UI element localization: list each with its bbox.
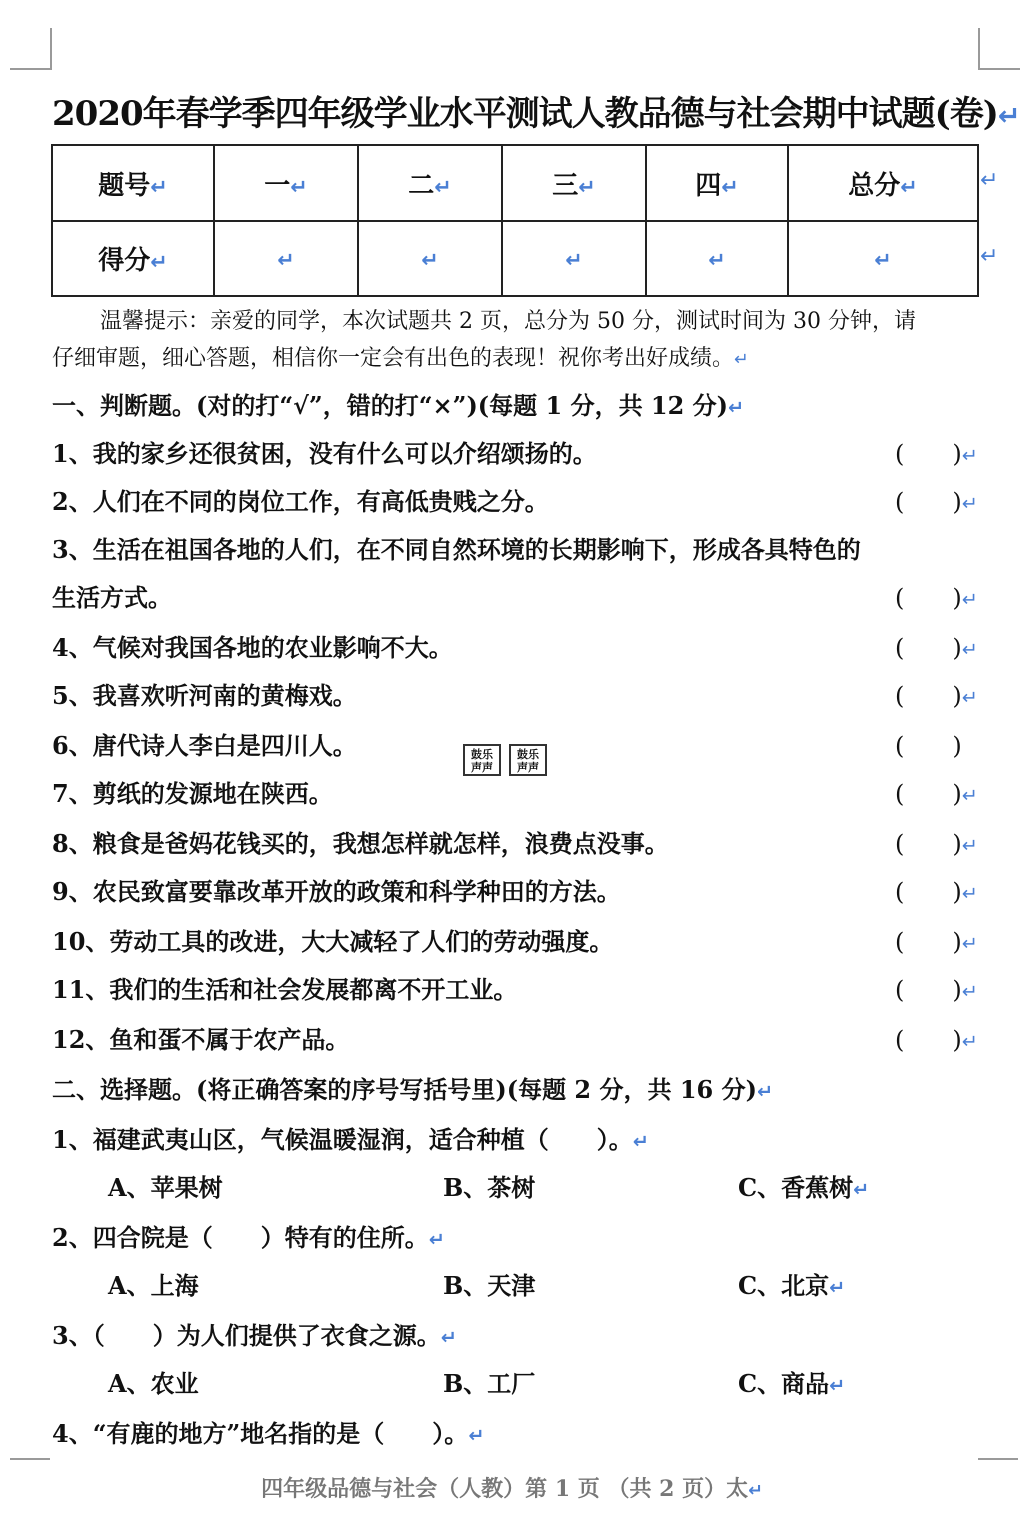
- judge-item-continued: 生活方式。: [52, 583, 172, 612]
- corner-mark-bottom-left: [10, 1458, 50, 1460]
- choice-option: B、茶树: [443, 1173, 536, 1202]
- judge-item: 6、唐代诗人李白是四川人。: [52, 731, 357, 760]
- answer-blank[interactable]: ( )↵: [895, 488, 978, 516]
- judge-item: 8、粮食是爸妈花钱买的，我想怎样就怎样，浪费点没事。: [52, 829, 669, 858]
- choice-option: B、工厂: [443, 1369, 536, 1398]
- judge-item: 11、我们的生活和社会发展都离不开工业。: [52, 975, 518, 1004]
- section1-heading: 一、判断题。(对的打“√”，错的打“×”)(每题 1 分，共 12 分)↵: [52, 391, 745, 420]
- choice-option: C、商品↵: [738, 1369, 846, 1398]
- judge-item: 1、我的家乡还很贫困，没有什么可以介绍颂扬的。: [52, 439, 597, 468]
- score-table-header-row: [52, 145, 978, 221]
- answer-blank[interactable]: ( )↵: [895, 440, 978, 468]
- choice-question: 1、福建武夷山区，气候温暖湿润，适合种植（ ）。↵: [52, 1125, 649, 1154]
- choice-option: B、天津: [443, 1271, 536, 1300]
- tip-line-2: 仔细审题，细心答题，相信你一定会有出色的表现！祝你考出好成绩。↵: [52, 346, 749, 371]
- judge-item: 7、剪纸的发源地在陕西。: [52, 779, 333, 808]
- score-table: [51, 144, 979, 297]
- choice-option: A、苹果树: [108, 1173, 223, 1202]
- choice-question: 2、四合院是（ ）特有的住所。↵: [52, 1223, 445, 1252]
- answer-blank[interactable]: ( )↵: [895, 878, 978, 906]
- score-cell: ↵: [646, 221, 788, 296]
- answer-blank[interactable]: ( )↵: [895, 584, 978, 612]
- choice-question: 3、（ ）为人们提供了衣食之源。↵: [52, 1321, 457, 1350]
- stamp-image: 鼓乐 声声: [463, 744, 501, 776]
- choice-option: C、北京↵: [738, 1271, 846, 1300]
- corner-mark-top-left: [10, 28, 52, 70]
- answer-blank[interactable]: ( )↵: [895, 780, 978, 808]
- choice-option: A、上海: [108, 1271, 199, 1300]
- header-cell: 总分↵: [788, 145, 978, 221]
- answer-blank[interactable]: ( )↵: [895, 928, 978, 956]
- header-cell: 三↵: [502, 145, 646, 221]
- judge-item: 10、劳动工具的改进，大大减轻了人们的劳动强度。: [52, 927, 614, 956]
- corner-mark-top-right: [978, 28, 1020, 70]
- judge-item: 3、生活在祖国各地的人们，在不同自然环境的长期影响下，形成各具特色的: [52, 535, 861, 564]
- judge-item: 9、农民致富要靠改革开放的政策和科学种田的方法。: [52, 877, 621, 906]
- judge-item: 2、人们在不同的岗位工作，有高低贵贱之分。: [52, 487, 549, 516]
- stamp-image: 鼓乐 声声: [509, 744, 547, 776]
- tip-line-1: 温馨提示：亲爱的同学，本次试题共 2 页，总分为 50 分，测试时间为 30 分钟，请: [100, 309, 916, 334]
- score-cell: ↵: [358, 221, 502, 296]
- answer-blank[interactable]: ( )↵: [895, 634, 978, 662]
- score-label-cell: 得分↵: [52, 221, 214, 296]
- score-table-score-row: [52, 221, 978, 296]
- judge-item: 5、我喜欢听河南的黄梅戏。: [52, 681, 357, 710]
- header-cell: 二↵: [358, 145, 502, 221]
- section2-heading: 二、选择题。(将正确答案的序号写括号里)(每题 2 分，共 16 分)↵: [52, 1075, 774, 1104]
- header-cell: 四↵: [646, 145, 788, 221]
- answer-blank[interactable]: ( )↵: [895, 1026, 978, 1054]
- score-cell: ↵: [502, 221, 646, 296]
- page-footer: 四年级品德与社会（人教）第 1 页 （共 2 页）太↵: [261, 1476, 763, 1502]
- score-cell: ↵: [788, 221, 978, 296]
- answer-blank[interactable]: ( ): [895, 732, 962, 760]
- row-end-mark: ↵: [980, 244, 999, 269]
- judge-item: 12、鱼和蛋不属于农产品。: [52, 1025, 350, 1054]
- header-cell: 一↵: [214, 145, 358, 221]
- choice-question: 4、“有鹿的地方”地名指的是（ ）。↵: [52, 1419, 485, 1448]
- choice-option: C、香蕉树↵: [738, 1173, 870, 1202]
- row-end-mark: ↵: [980, 168, 999, 193]
- score-cell: ↵: [214, 221, 358, 296]
- stamps: [463, 744, 547, 776]
- header-cell: 题号↵: [52, 145, 214, 221]
- answer-blank[interactable]: ( )↵: [895, 976, 978, 1004]
- judge-item: 4、气候对我国各地的农业影响不大。: [52, 633, 453, 662]
- page-title: 2020年春学季四年级学业水平测试人教品德与社会期中试题(卷)↵: [52, 94, 1020, 134]
- answer-blank[interactable]: ( )↵: [895, 682, 978, 710]
- answer-blank[interactable]: ( )↵: [895, 830, 978, 858]
- choice-option: A、农业: [108, 1369, 199, 1398]
- corner-mark-bottom-right: [978, 1458, 1018, 1460]
